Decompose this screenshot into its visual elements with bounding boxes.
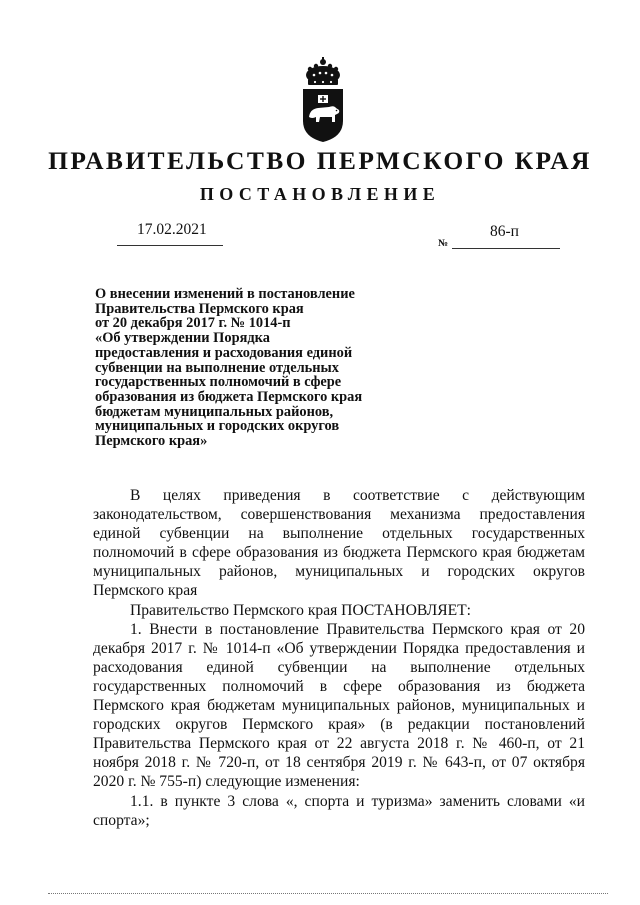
subject-line: О внесении изменений в постановление — [95, 286, 355, 302]
document-subject — [95, 287, 395, 449]
preamble-paragraph: В целях приведения в соответствие с действующим законодательством, совершенствования механизма предоставления единой субвенции на выполнение отдельных государственных полномочий в сфере образования из бюджета Пермского края бюджетам муниципальных районов, муниципальных и городских округов Пермского края — [93, 487, 585, 600]
item-1-1-paragraph: 1.1. в пункте 3 слова «, спорта и туризма» заменить словами «и спорта»; — [93, 792, 585, 829]
document-date: 17.02.2021 — [137, 221, 207, 238]
subject-line: от 20 декабря 2017 г. № 1014-п — [95, 315, 291, 332]
document-type-title: ПОСТАНОВЛЕНИЕ — [199, 184, 441, 204]
document-body — [93, 486, 585, 830]
date-underline — [117, 245, 223, 246]
subject-line: предоставления и расходования единой — [95, 344, 353, 361]
subject-line: субвенции на выполнение отдельных — [95, 359, 339, 376]
number-sign: № — [438, 238, 449, 249]
perm-krai-coat-of-arms-icon — [298, 55, 348, 143]
page-bottom-edge — [48, 893, 608, 894]
subject-line: образования из бюджета Пермского края — [95, 388, 363, 405]
subject-line: муниципальных и городских округов — [95, 418, 340, 435]
document-number: 86-п — [490, 223, 519, 240]
subject-line: «Об утверждении Порядка — [95, 330, 270, 347]
subject-line: Пермского края» — [95, 433, 208, 450]
item-1-paragraph: 1. Внести в постановление Правительства Пермского края от 20 декабря 2017 г. № 1014-п «Об утверждении Порядка предоставления и расходования единой субвенции на выполнение отдельных государственных полномочий в сфере образования из бюджета Пермского края бюджетам муниципальных районов, муниципальных и городских округов Пермского края» (в редакции постановлений Правительства Пермского края от 22 августа 2018 г. № 460-п, от 21 ноября 2018 г. № 720-п, от 18 сентября 2019 г. № 643-п, от 07 октября 2020 г. № 755-п) следующие изменения: — [93, 620, 585, 791]
number-underline — [452, 248, 560, 249]
subject-line: Правительства Пермского края — [95, 300, 304, 317]
government-name: ПРАВИТЕЛЬСТВО ПЕРМСКОГО КРАЯ — [48, 146, 592, 175]
subject-line: бюджетам муниципальных районов, — [95, 403, 334, 420]
decree-paragraph: Правительство Пермского края ПОСТАНОВЛЯЕТ: — [130, 601, 471, 619]
subject-line: государственных полномочий в сфере — [95, 374, 342, 391]
